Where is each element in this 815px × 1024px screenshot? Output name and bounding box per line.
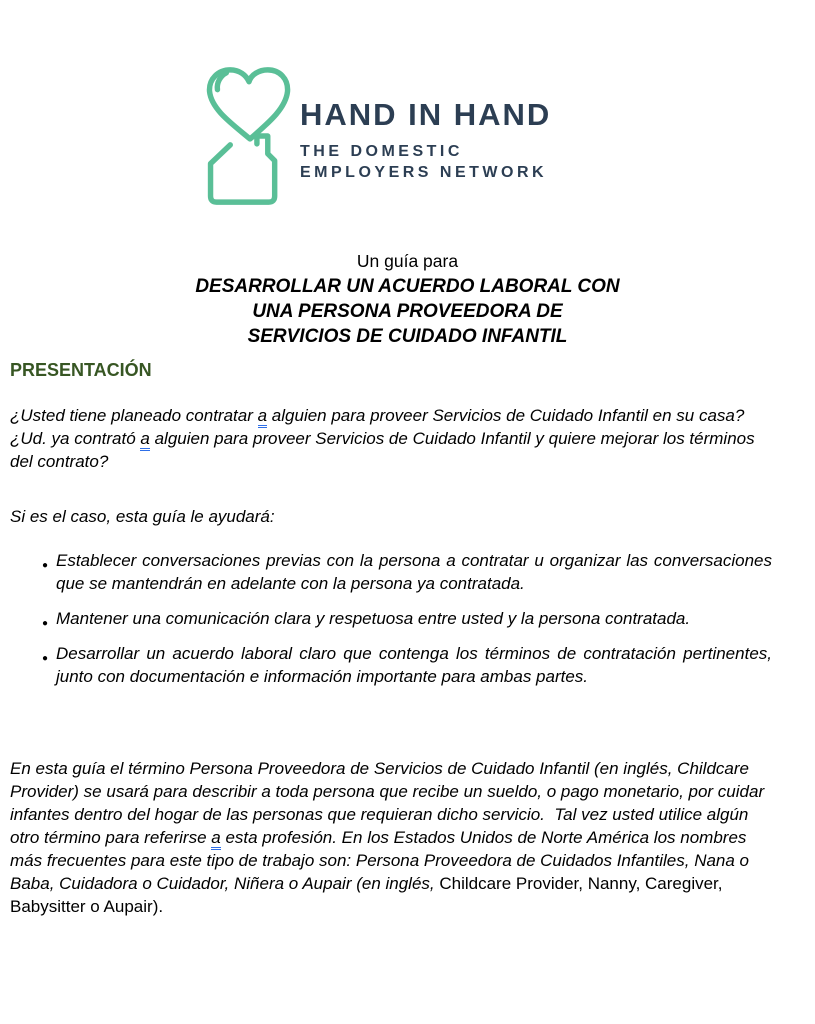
- text-segment: alguien para proveer Servicios de Cuidado Infantil y quiere mejorar los términos del contrato?: [10, 429, 755, 471]
- title-line-1: DESARROLLAR UN ACUERDO LABORAL CON: [195, 276, 620, 297]
- list-item: ● Mantener una comunicación clara y respetuosa entre usted y la persona contratada.: [56, 607, 772, 630]
- lead-in-paragraph: Si es el caso, esta guía le ayudará:: [10, 507, 275, 526]
- brand-tagline-line1: THE DOMESTIC: [300, 143, 463, 160]
- grammar-suggestion-underline: a: [140, 429, 149, 451]
- text-segment: alguien para proveer Servicios de Cuidado Infantil en su casa? ¿Ud. ya contrató: [10, 406, 745, 448]
- document-title: [0, 249, 815, 349]
- heart-house-icon: [203, 62, 298, 210]
- terminology-paragraph: [10, 757, 774, 918]
- grammar-suggestion-underline: a: [211, 828, 220, 850]
- brand-tagline-line2: EMPLOYERS NETWORK: [300, 164, 548, 181]
- title-line-3: SERVICIOS DE CUIDADO INFANTIL: [247, 326, 568, 347]
- text-segment: ¿Usted tiene planeado contratar: [10, 406, 258, 425]
- list-item: ● Desarrollar un acuerdo laboral claro que contenga los términos de contratación pertinentes, junto con documentación e información importante para ambas partes.: [56, 642, 772, 688]
- text-segment: En esta guía el término Persona Proveedora de Servicios de Cuidado Infantil (en inglés, Childcare Provider) se usará para describir a toda persona que recibe un sueldo, o pago monetario, por cuidar infantes dentro del hogar de las personas que requieran dicho servicio. Tal vez usted utilice algún otro término para referirse: [10, 759, 765, 847]
- title-intro: Un guía para: [356, 251, 459, 271]
- section-heading: PRESENTACIÓN: [10, 360, 152, 380]
- title-line-2: UNA PERSONA PROVEEDORA DE: [252, 301, 563, 322]
- text-segment: Childcare Provider, Nanny, Caregiver, Babysitter o Aupair).: [10, 874, 723, 916]
- text-segment: esta profesión. En los Estados Unidos de Norte América los nombres más frecuentes para este tipo de trabajo son: Persona Proveedora de Cuidados Infantiles, Nana o Baba, Cuidadora o Cuidador, Niñera o Aupair (en inglés,: [10, 828, 750, 893]
- grammar-suggestion-underline: a: [258, 406, 267, 428]
- guide-benefits-list: [10, 549, 772, 700]
- list-item: ● Establecer conversaciones previas con la persona a contratar u organizar las conversaciones que se mantendrán en adelante con la persona ya contratada.: [56, 549, 772, 595]
- logo-text: [300, 97, 552, 183]
- brand-name: HAND IN HAND: [300, 97, 552, 132]
- intro-question-paragraph: [10, 404, 772, 473]
